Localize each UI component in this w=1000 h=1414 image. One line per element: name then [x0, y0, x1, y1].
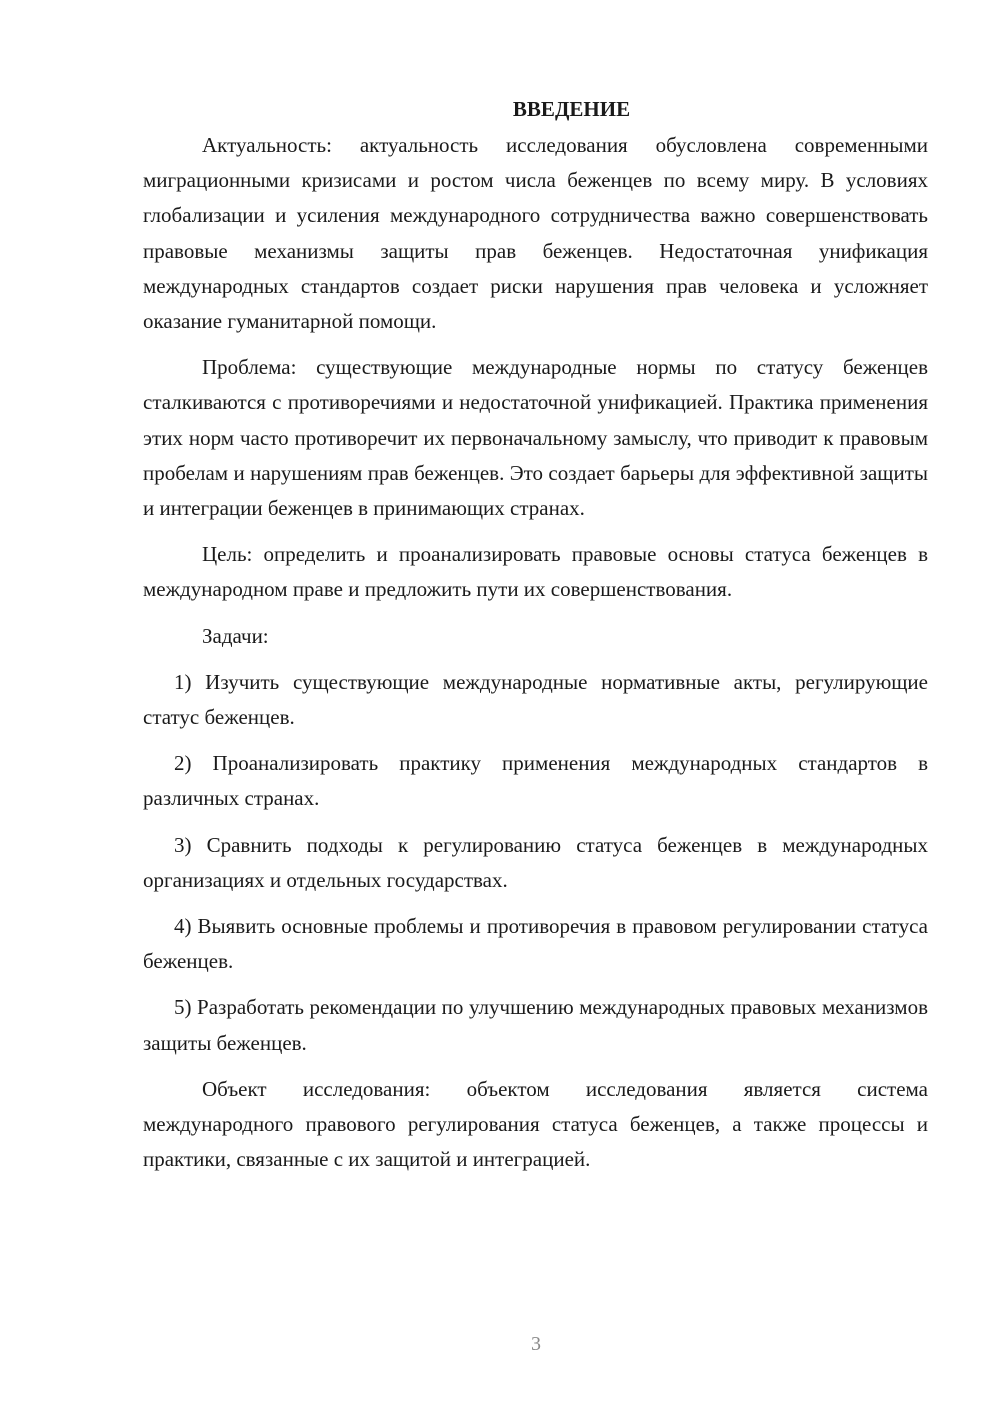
page-title: ВВЕДЕНИЕ — [512, 97, 631, 121]
list-item: 1) Изучить существующие международные нормативные акты, регулирующие статус беженцев. — [143, 669, 928, 730]
list-item: 5) Разработать рекомендации по улучшению международных правовых механизмов защиты беженцев. — [143, 995, 928, 1055]
page-content — [143, 92, 928, 1177]
page-number: 3 — [531, 1333, 541, 1355]
list-item: 4) Выявить основные проблемы и противоречия в правовом регулировании статуса беженцев. — [143, 914, 928, 974]
paragraph-goal: Цель: определить и проанализировать правовые основы статуса беженцев в международном праве и предложить пути их совершенствования. — [143, 542, 928, 602]
paragraph-relevance: Актуальность: актуальность исследования обусловлена современными миграционными кризисами и ростом числа беженцев по всему миру. В условиях глобализации и усиления международного сотрудничества важно совершенствовать правовые механизмы защиты прав беженцев. Недостаточная унификация международных стандартов создает риски нарушения прав человека и усложняет оказание гуманитарной помощи. — [143, 133, 928, 334]
list-item: 2) Проанализировать практику применения международных стандартов в различных странах. — [143, 751, 928, 811]
paragraph-object: Объект исследования: объектом исследования является система международного правового регулирования статуса беженцев, а также процессы и практики, связанные с их защитой и интеграцией. — [143, 1076, 928, 1172]
paragraph-problem: Проблема: существующие международные нормы по статусу беженцев сталкиваются с противоречиями и недостаточной унификацией. Практика применения этих норм часто противоречит их первоначальному замыслу, что приводит к правовым пробелам и нарушениям прав беженцев. Это создает барьеры для эффективной защиты и интеграции беженцев в принимающих странах. — [143, 355, 928, 521]
list-item: 3) Сравнить подходы к регулированию статуса беженцев в международных организациях и отдельных государствах. — [143, 832, 928, 892]
tasks-label: Задачи: — [202, 623, 269, 648]
